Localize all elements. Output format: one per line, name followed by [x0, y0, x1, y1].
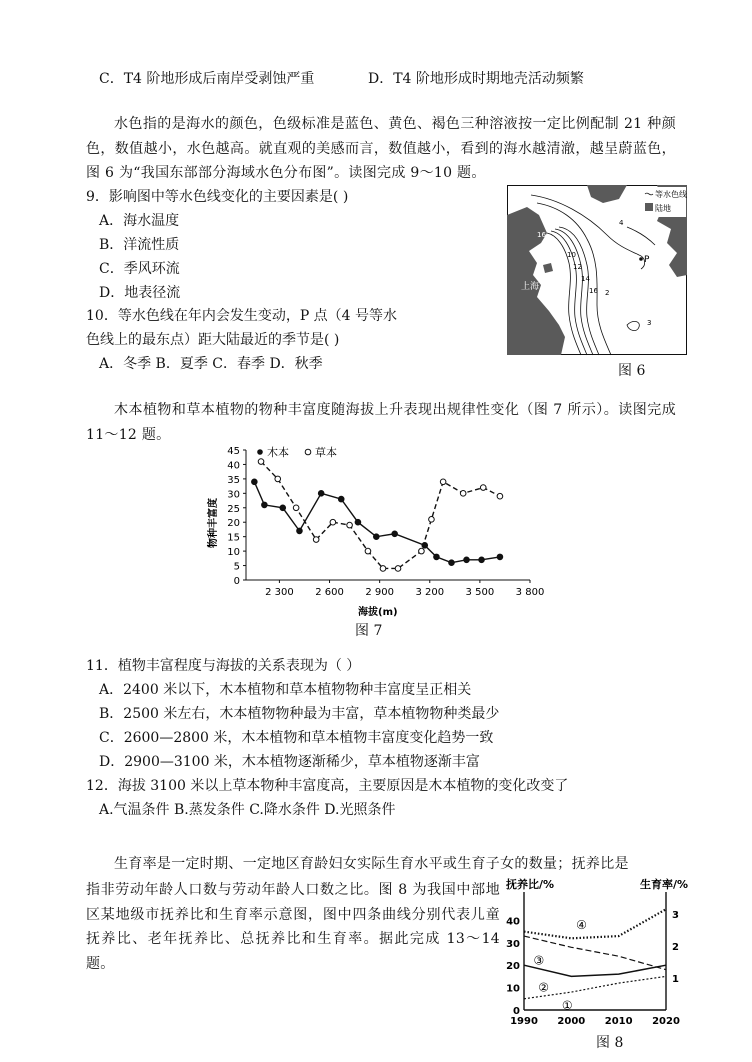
q9-option-b: B．洋流性质 — [99, 237, 180, 253]
isoline-label-2: 2 — [605, 289, 610, 297]
fig8-curves — [524, 909, 666, 1012]
point-p-marker — [639, 257, 643, 261]
fig7-ytick-label: 30 — [227, 489, 240, 501]
fig7-point-woody — [374, 534, 380, 540]
fig8-axes — [506, 892, 680, 1027]
q12-stem: 12．海拔 3100 米以上草本物种丰富度高，主要原因是木本植物的变化改变了 — [86, 778, 569, 794]
isoline-label-4: 4 — [619, 219, 624, 227]
isoline-label-16a: 16 — [537, 231, 546, 239]
intro-13-14-body: 指非劳动年龄人口数与劳动年龄人口数之比。图 8 为我国中部地区某地级市抚养比和生育率示意图，图中四条曲线分别代表儿童抚养比、老年抚养比、总抚养比和生育率。据此完成 13～14 题。 — [86, 882, 500, 972]
isoline-label-14: 14 — [581, 275, 590, 283]
fig7-point-woody — [262, 502, 268, 508]
fig8-curve-2 — [524, 965, 666, 976]
q11-option-d: D．2900—3100 米，木本植物逐渐稀少，草本植物逐渐丰富 — [99, 754, 480, 770]
fig8-curve-3 — [524, 936, 666, 970]
fig7-series-herb — [258, 459, 502, 571]
legend-land-icon — [645, 203, 653, 211]
point-p-label: P — [644, 255, 650, 265]
fig7-point-herb — [293, 505, 299, 511]
fig7-point-herb — [440, 479, 446, 485]
fig7-xtick-label: 3 800 — [515, 587, 545, 598]
fig7-point-woody — [497, 554, 503, 560]
fig8-curve-label: ③ — [533, 953, 545, 968]
fig7-point-woody — [355, 519, 361, 525]
fig7-ytick-label: 15 — [227, 532, 240, 544]
q11-option-c: C．2600—2800 米，木本植物和草本植物丰富度变化趋势一致 — [99, 730, 494, 746]
figure-8-chart — [500, 872, 710, 1032]
fig7-point-woody — [464, 557, 470, 563]
q9-option-c: C．季风环流 — [99, 261, 180, 277]
fig7-xtick-label: 2 300 — [265, 587, 294, 598]
figure-6-map — [507, 185, 687, 355]
q9-stem: 9．影响图中等水色线变化的主要因素是( ) — [86, 189, 349, 205]
fig8-left-tick-label: 0 — [513, 1006, 520, 1017]
fig8-left-tick-label: 30 — [506, 938, 520, 950]
intro-paragraph-11-12: 木本植物和草本植物的物种丰富度随海拔上升表现出规律性变化（图 7 所示）。读图完成 11～12 题。 — [86, 402, 676, 443]
fig7-ytick-label: 45 — [227, 446, 240, 457]
fig7-ylabel: 物种丰富度 — [208, 498, 219, 548]
fig8-left-tick-label: 10 — [506, 983, 520, 995]
legend-woody-marker — [257, 449, 263, 455]
fig7-point-herb — [313, 537, 319, 543]
fig8-xtick-label: 2000 — [557, 1016, 586, 1027]
intro-13-14-line1: 生育率是一定时期、一定地区育龄妇女实际生育水平或生育子女的数量；抚养比是 — [114, 856, 629, 872]
fig7-point-woody — [280, 505, 286, 511]
fig7-xlabel: 海拔(m) — [358, 607, 398, 618]
fig8-curve-label: ① — [561, 998, 573, 1013]
isoline-label-12: 12 — [573, 263, 582, 271]
fig7-point-woody — [449, 560, 455, 566]
fig8-ylabel-left: 抚养比/% — [506, 878, 555, 891]
q11-option-b: B．2500 米左右，木本植物物种最为丰富，草本植物物种类最少 — [99, 706, 500, 722]
isoline-label-10: 10 — [567, 251, 576, 259]
fig7-point-woody — [338, 496, 344, 502]
fig7-point-herb — [480, 485, 486, 491]
q9-option-a: A．海水温度 — [99, 213, 180, 229]
fig7-ytick-label: 10 — [227, 547, 240, 559]
figure-7-chart — [200, 440, 545, 620]
legend-herb-text: 草本 — [315, 446, 337, 459]
fig7-xtick-label: 2 600 — [315, 587, 344, 598]
fig7-ytick-label: 20 — [227, 518, 240, 530]
q12-options: A.气温条件 B.蒸发条件 C.降水条件 D.光照条件 — [99, 802, 396, 818]
fig7-point-herb — [347, 522, 353, 528]
q10-options: A．冬季 B．夏季 C．春季 D．秋季 — [99, 356, 323, 372]
intro-paragraph-9-10: 水色指的是海水的颜色，色级标准是蓝色、黄色、褐色三种溶液按一定比例配制 21 种颜色，数值越小，水色越高。就直观的美感而言，数值越小，看到的海水越清澈，越呈蔚蓝色，图 6 为“我国东部部分海域水色分布图”。读图完成 9～10 题。 — [86, 116, 676, 181]
fig8-xtick-label: 2020 — [652, 1016, 680, 1027]
fig7-xtick-label: 3 200 — [415, 587, 445, 598]
fig8-curve-label: ④ — [576, 917, 587, 932]
fig7-ytick-label: 0 — [233, 576, 240, 587]
figure-7-caption: 图 7 — [355, 623, 383, 639]
legend-herb-marker — [305, 449, 311, 455]
fig7-point-herb — [497, 493, 503, 499]
q10-stem-line2: 色线上的最东点）距大陆最近的季节是( ) — [86, 332, 340, 348]
fig7-point-woody — [318, 491, 324, 497]
q8-option-d: D．T4 阶地形成时期地壳活动频繁 — [368, 71, 584, 87]
fig7-xtick-label: 2 900 — [365, 587, 394, 598]
fig7-ytick-label: 40 — [227, 460, 240, 472]
q10-stem-line1: 10．等水色线在年内会发生变动，P 点（4 号等水 — [86, 308, 398, 324]
fig7-ytick-label: 35 — [227, 474, 240, 486]
fig8-ylabel-right: 生育率/% — [640, 878, 689, 891]
fig7-point-woody — [392, 531, 398, 537]
fig7-point-herb — [275, 476, 281, 482]
fig7-point-herb — [419, 548, 425, 554]
isoline-label-3: 3 — [647, 319, 652, 327]
fig7-point-woody — [297, 528, 303, 534]
fig8-curve-4 — [524, 909, 666, 938]
legend-land-text: 陆地 — [655, 204, 671, 213]
legend-woody-text: 木本 — [267, 446, 289, 459]
q8-option-c: C．T4 阶地形成后南岸受剥蚀严重 — [99, 71, 315, 87]
fig7-point-herb — [395, 566, 401, 572]
fig8-xtick-label: 2010 — [604, 1016, 633, 1027]
legend-isoline-text: 等水色线 — [655, 190, 687, 199]
fig7-point-herb — [429, 517, 435, 523]
isoline-label-16b: 16 — [589, 287, 598, 295]
fig7-line-herb — [261, 462, 500, 569]
fig8-left-tick-label: 40 — [506, 916, 520, 928]
fig7-point-woody — [434, 554, 440, 560]
shanghai-label: 上海 — [521, 282, 540, 292]
fig7-point-herb — [258, 459, 264, 465]
figure-6-caption: 图 6 — [618, 363, 646, 379]
fig7-point-woody — [252, 479, 258, 485]
fig7-xtick-label: 3 500 — [465, 587, 495, 598]
fig8-right-tick-label: 2 — [672, 942, 679, 953]
q11-option-a: A．2400 米以下，木本植物和草本植物物种丰富度呈正相关 — [99, 682, 472, 698]
fig8-right-tick-label: 1 — [672, 974, 679, 985]
figure-8-caption: 图 8 — [596, 1035, 624, 1051]
fig7-ytick-label: 5 — [233, 561, 240, 573]
fig7-point-woody — [479, 557, 485, 563]
q9-option-d: D．地表径流 — [99, 285, 181, 301]
fig7-point-herb — [460, 491, 466, 497]
fig8-right-tick-label: 3 — [672, 910, 679, 921]
fig7-ytick-label: 25 — [227, 503, 240, 515]
fig7-axes — [227, 446, 544, 598]
fig8-curve-label: ② — [538, 980, 549, 995]
fig7-point-herb — [380, 566, 386, 572]
fig8-xtick-label: 1990 — [510, 1016, 538, 1027]
q11-stem: 11．植物丰富程度与海拔的关系表现为（ ） — [86, 658, 361, 674]
fig8-left-tick-label: 20 — [506, 961, 520, 973]
fig7-point-herb — [365, 548, 371, 554]
fig7-point-herb — [330, 519, 336, 525]
